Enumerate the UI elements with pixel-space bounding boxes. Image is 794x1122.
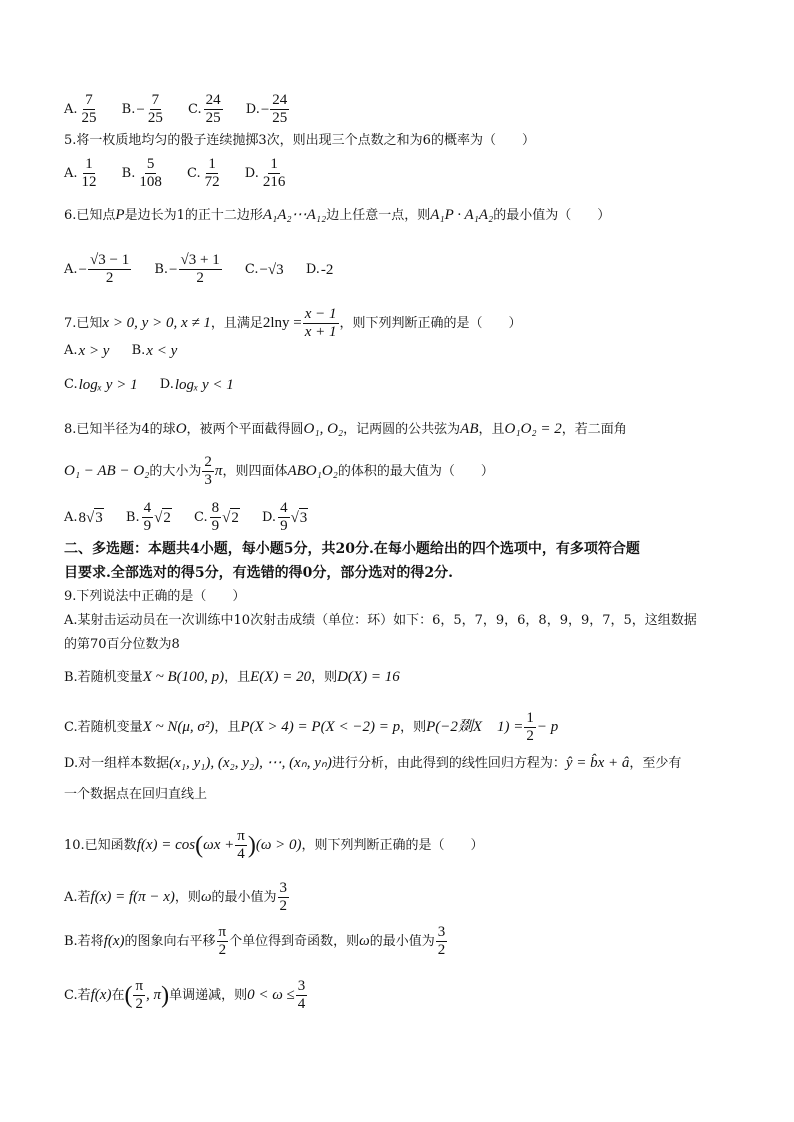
q6-option-c: C. −√3 [244, 261, 284, 278]
q4-option-c: C. $\frac{24}{25}$ [187, 92, 221, 126]
q8-option-a: A. 8 √ 3 [64, 509, 103, 526]
q9-option-c: C.若随机变量X ~ N(μ, σ²)，且P(X > 4) = P(X < −2) = p，则P(−2剟X 1) = $\frac{1}{2}$ − p [64, 710, 559, 744]
q7-option-b: B. x < y [131, 343, 178, 359]
q10-option-b: B.若将f(x)的图象向右平移 $\frac{\pi}{2}$ 个单位得到奇函数，则ω的最小值为 $\frac{3}{2}$ [64, 924, 446, 958]
q8-option-b: B. $\frac{4}{9}$ √ 2 [125, 500, 171, 534]
q8-line2: O₁ − AB − O₂的大小为 $\frac{2}{3}$ π，则四面体ABO₁O₂的体积的最大值为（ ） [64, 454, 494, 488]
q10-option-a: A.若f(x) = f(π − x)，则ω的最小值为 $\frac{3}{2}$ [64, 880, 288, 914]
q5-option-d: D. $\frac{1}{216}$ [244, 156, 286, 190]
q9-option-d-line1: D.对一组样本数据(x₁, y₁), (x₂, y₂), ⋯, (xₙ, yₙ)进行分析，由此得到的线性回归方程为：ŷ = b̂x + â，至少有 [64, 755, 682, 771]
q5-options [64, 156, 306, 191]
q8-option-d: D. $\frac{4}{9}$ √ 3 [261, 500, 308, 534]
section2-heading-line2: 目要求.全部选对的得5分，有选错的得0分，部分选对的得2分. [64, 565, 453, 581]
q8-option-c: C. $\frac{8}{9}$ √ 2 [193, 500, 239, 534]
q6-option-a: A. − $\frac{√3 - 1}{2}$ [64, 252, 130, 286]
q7-option-c: C. logₓ y > 1 [64, 377, 138, 393]
q9-option-b: B.若随机变量X ~ B(100, p)，且E(X) = 20，则D(X) = 16 [64, 669, 400, 685]
q9-option-d-line2: 一个数据点在回归直线上 [64, 787, 208, 802]
q7-stem: 7.已知x > 0, y > 0, x ≠ 1，且满足2lny = $\frac{x - 1}{x + 1}$ ，则下列判断正确的是（ ） [64, 306, 522, 340]
q10-stem: 10.已知函数f(x) = cos(ωx + $\frac{\pi}{4}$ )(ω > 0)，则下列判断正确的是（ ） [64, 828, 484, 862]
q6-option-d: D. -2 [305, 261, 334, 278]
q4-option-d: D. − $\frac{24}{25}$ [245, 92, 288, 126]
q6-options [64, 252, 351, 287]
q9-option-a-line1: A.某射击运动员在一次训练中10次射击成绩（单位：环）如下：6，5，7，9，6，8，9，9，7，5，这组数据 [64, 613, 697, 628]
q7-options-cd [64, 376, 252, 394]
q9-stem: 9.下列说法中正确的是（ ） [64, 589, 246, 604]
q10-option-c: C.若f(x)在( $\frac{\pi}{2}$ , π)单调递减，则0 < ω ≤ $\frac{3}{4}$ [64, 978, 306, 1012]
q6-option-b: B. − $\frac{√3 + 1}{2}$ [154, 252, 220, 286]
q8-options [64, 500, 326, 535]
q4-option-b: B. − $\frac{7}{25}$ [121, 92, 163, 126]
q6-stem: 6.已知点P是边长为1的正十二边形A₁A₂⋯A₁₂边上任意一点，则A₁P · A₁A₂的最小值为（ ） [64, 207, 611, 223]
q4-options [64, 92, 308, 127]
q7-option-d: D. logₓ y < 1 [159, 377, 234, 393]
q5-option-a: A. $\frac{1}{12}$ [64, 156, 97, 190]
q4-option-a: A. $\frac{7}{25}$ [64, 92, 97, 126]
q9-option-a-line2: 的第70百分位数为8 [64, 637, 180, 652]
q8-line1: 8.已知半径为4的球O，被两个平面截得圆O₁, O₂，记两圆的公共弦为AB，且O₁O₂ = 2，若二面角 [64, 421, 627, 437]
q7-option-a: A. x > y [64, 343, 110, 359]
q5-option-b: B. $\frac{5}{108}$ [121, 156, 162, 190]
q5-stem: 5.将一枚质地均匀的骰子连续抛掷3次，则出现三个点数之和为6的概率为（ ） [64, 133, 535, 148]
q5-option-c: C. $\frac{1}{72}$ [187, 156, 220, 190]
section2-heading-line1: 二、多选题：本题共4小题，每小题5分，共20分.在每小题给出的四个选项中，有多项符合题 [64, 541, 640, 557]
q7-options-ab [64, 342, 195, 360]
